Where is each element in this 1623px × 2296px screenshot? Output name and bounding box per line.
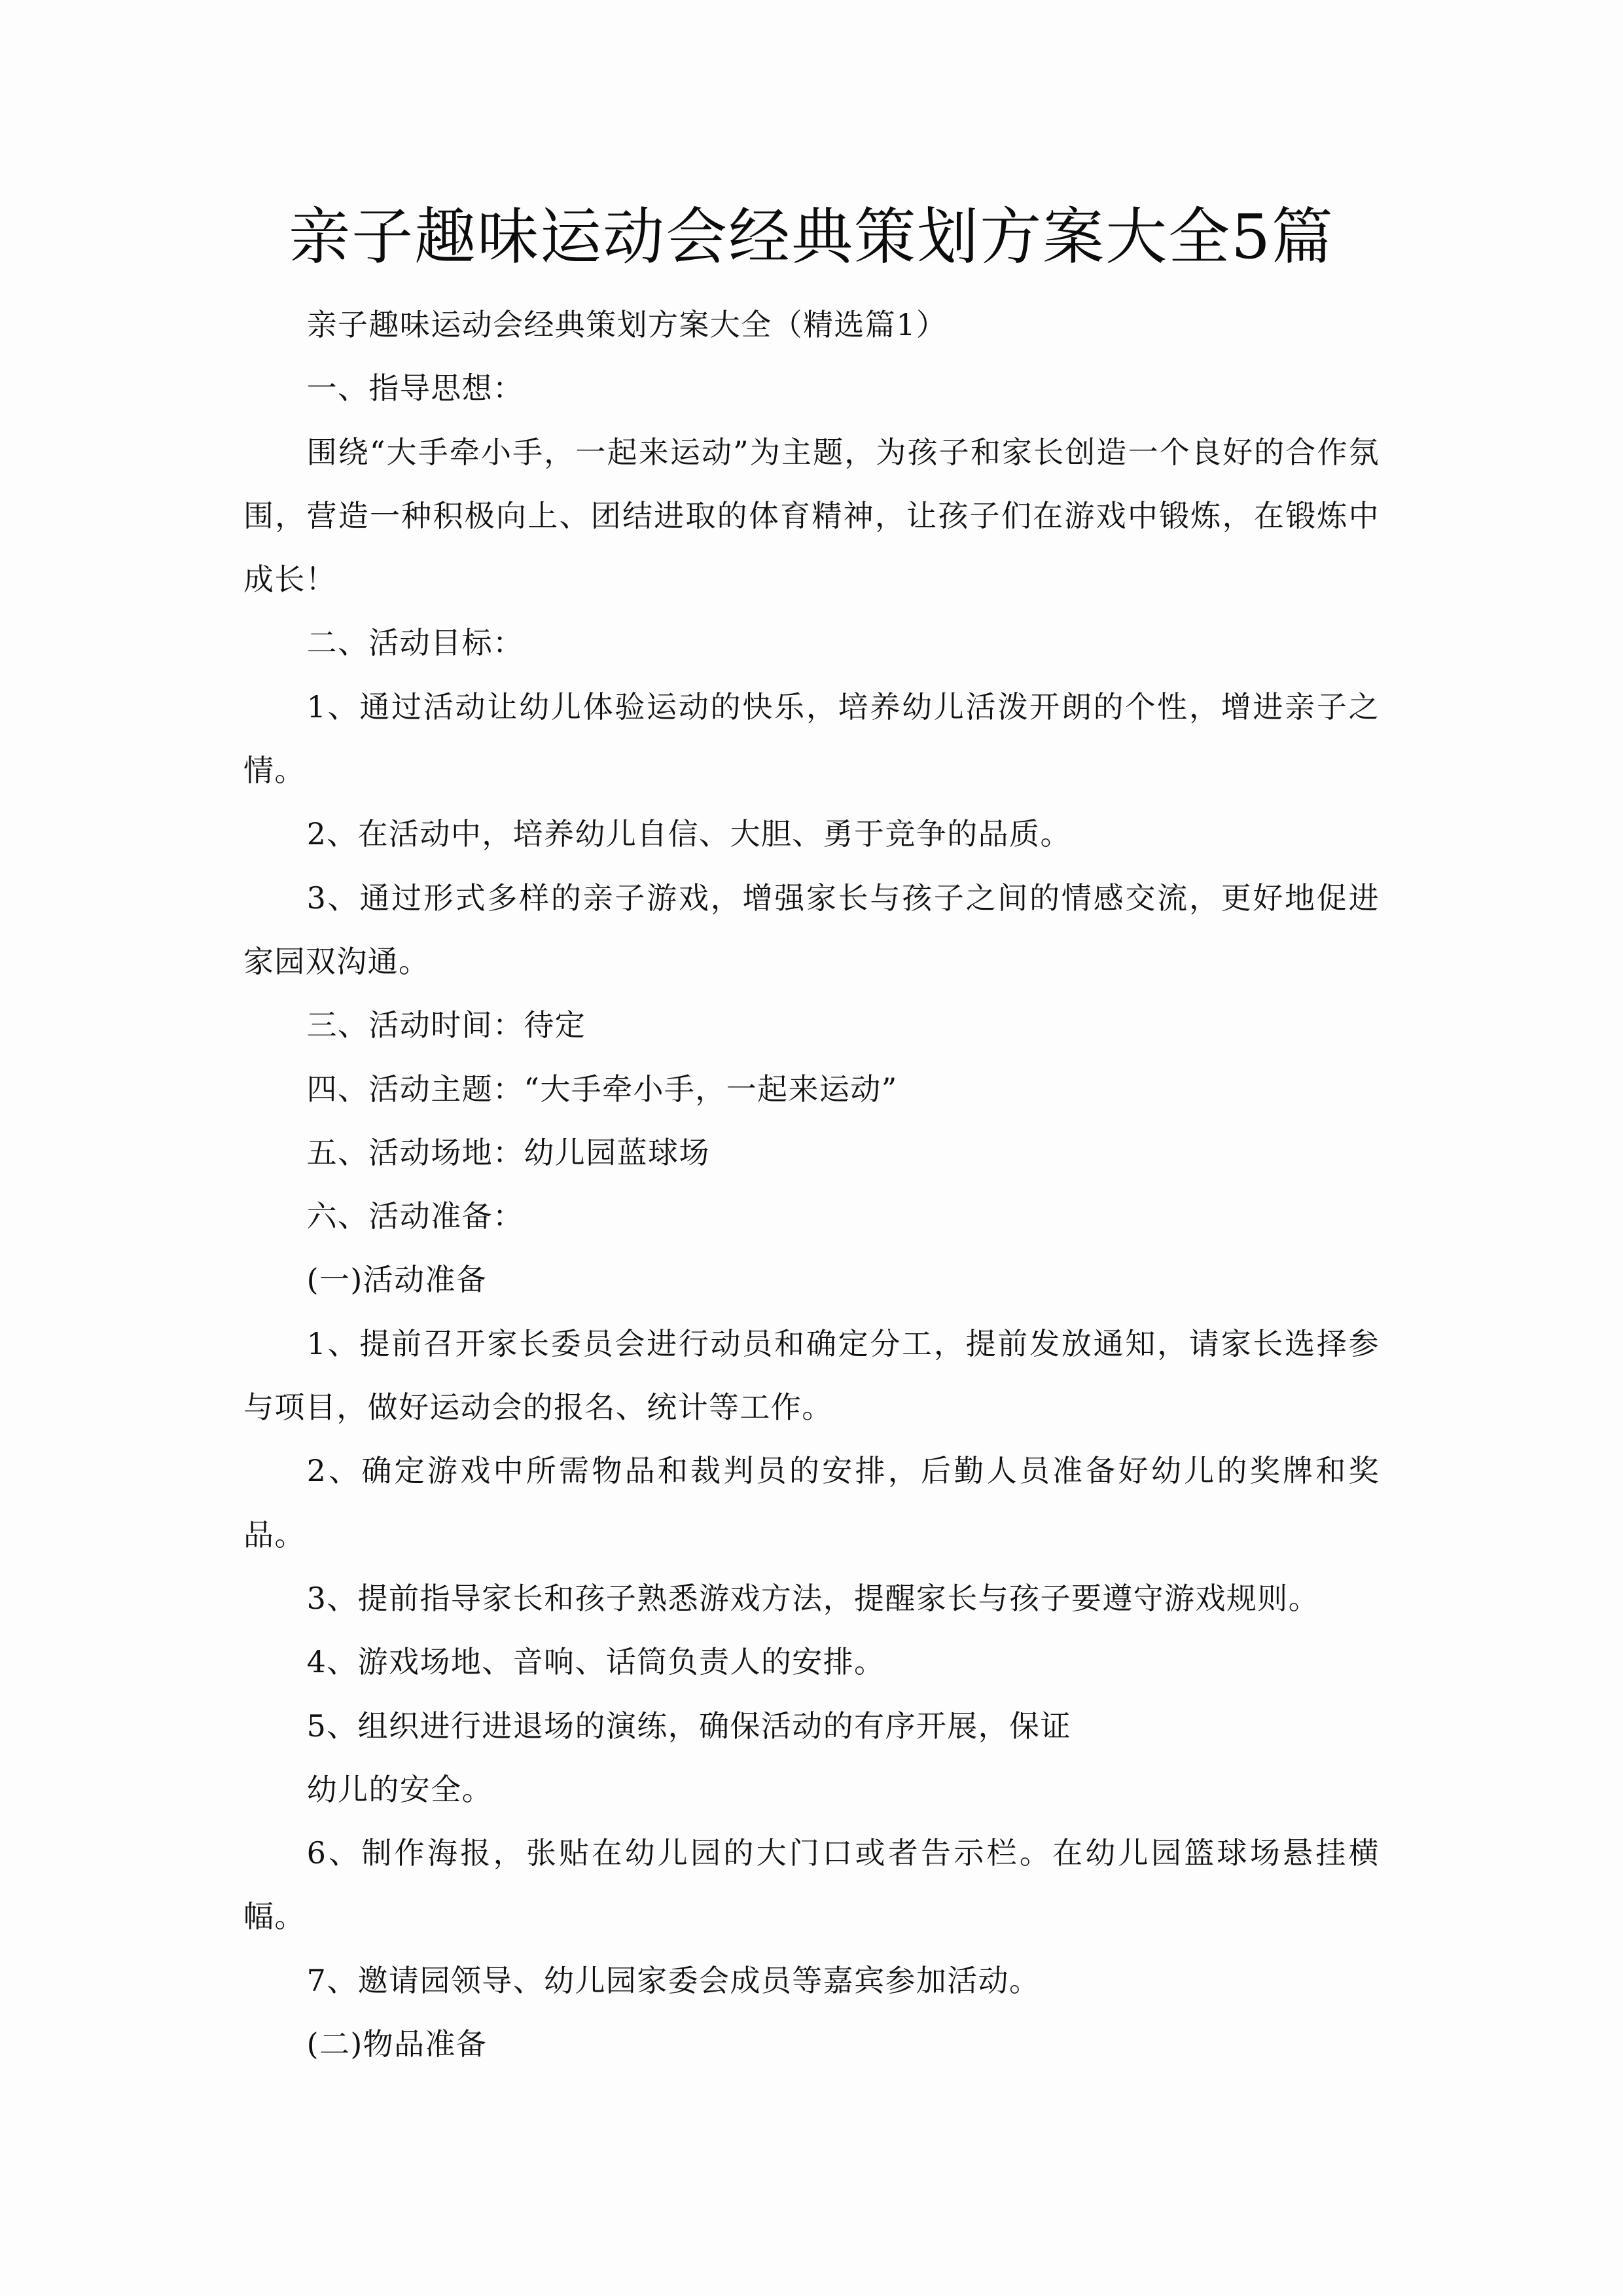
goal-item-2: 2、在活动中，培养幼儿自信、大胆、勇于竞争的品质。 (306, 816, 1071, 852)
prep-item-3: 3、提前指导家长和孩子熟悉游戏方法，提醒家长与孩子要遵守游戏规则。 (306, 1580, 1320, 1616)
heading-guiding-ideology: 一、指导思想： (306, 370, 524, 406)
section-subtitle: 亲子趣味运动会经典策划方案大全（精选篇1） (306, 307, 948, 342)
paragraph-guiding-ideology: 围绕“大手牵小手，一起来运动”为主题，为孩子和家长创造一个良好的合作氛围，营造一种积极向上、团结进取的体育精神，让孩子们在游戏中锻炼，在锻炼中成长！ (243, 434, 1380, 598)
prep-item-7: 7、邀请园领导、幼儿园家委会成员等嘉宾参加活动。 (306, 1962, 1041, 1998)
subheading-materials-preparation: (二)物品准备 (306, 2026, 488, 2062)
document-body (243, 293, 1380, 2076)
prep-item-6: 6、制作海报，张贴在幼儿园的大门口或者告示栏。在幼儿园篮球场悬挂横幅。 (243, 1835, 1380, 1935)
subheading-activity-preparation: (一)活动准备 (306, 1262, 488, 1298)
heading-activity-preparation: 六、活动准备： (306, 1198, 524, 1234)
heading-activity-goals: 二、活动目标： (306, 625, 524, 661)
goal-item-3: 3、通过形式多样的亲子游戏，增强家长与孩子之间的情感交流，更好地促进家园双沟通。 (243, 880, 1380, 979)
document-title: 亲子趣味运动会经典策划方案大全5篇 (289, 202, 1334, 273)
prep-item-4: 4、游戏场地、音响、话筒负责人的安排。 (306, 1644, 885, 1680)
activity-venue: 五、活动场地：幼儿园蓝球场 (306, 1134, 710, 1170)
activity-theme: 四、活动主题：“大手牵小手，一起来运动” (306, 1071, 898, 1107)
goal-item-1: 1、通过活动让幼儿体验运动的快乐，培养幼儿活泼开朗的个性，增进亲子之情。 (243, 689, 1380, 789)
activity-time: 三、活动时间：待定 (306, 1007, 586, 1043)
prep-item-5: 5、组织进行进退场的演练，确保活动的有序开展，保证 (306, 1708, 1071, 1744)
prep-item-2: 2、确定游戏中所需物品和裁判员的安排，后勤人员准备好幼儿的奖牌和奖品。 (243, 1453, 1380, 1552)
prep-item-5-continuation: 幼儿的安全。 (306, 1771, 493, 1807)
prep-item-1: 1、提前召开家长委员会进行动员和确定分工，提前发放通知，请家长选择参与项目，做好运动会的报名、统计等工作。 (243, 1325, 1380, 1426)
